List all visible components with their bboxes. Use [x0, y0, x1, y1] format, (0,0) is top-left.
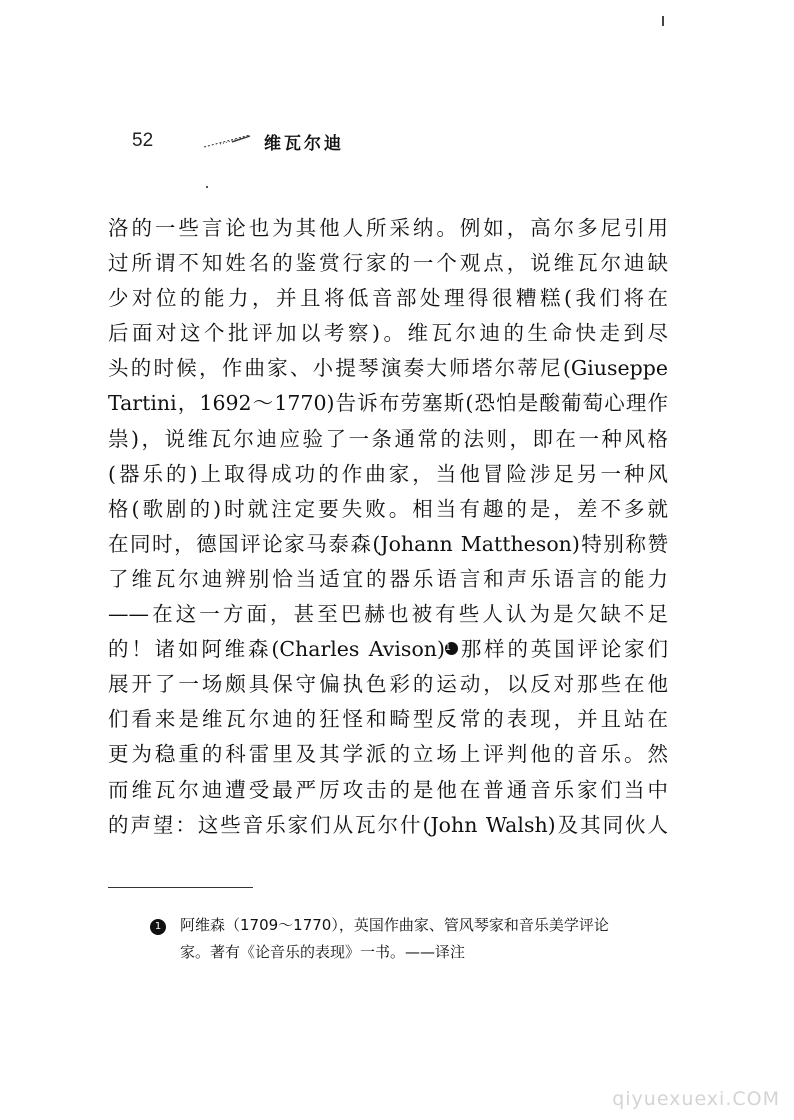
- text-line: 了维瓦尔迪辨别恰当适宜的器乐语言和声乐语言的能力: [108, 566, 668, 591]
- text-line: 少对位的能力，并且将低音部处理得很糟糕(我们将在: [108, 286, 668, 311]
- text-line-with-footnote: [108, 632, 668, 667]
- corner-tick-mark: [662, 16, 664, 26]
- print-speck: [206, 186, 208, 188]
- text-line: 更为稳重的科雷里及其学派的立场上评判他的音乐。然: [108, 742, 668, 767]
- text-line: 格(歌剧的)时就注定要失败。相当有趣的是，差不多就: [108, 496, 668, 521]
- page-number: 52: [132, 130, 154, 151]
- footnote-line: [150, 912, 670, 939]
- text-line: 的声望：这些音乐家们从瓦尔什(John Walsh)及其同伙人: [108, 812, 668, 837]
- text-segment: 的！诸如阿维森(Charles Avison): [108, 637, 445, 662]
- footnote: [150, 912, 670, 966]
- text-line: Tartini，1692～1770)告诉布劳塞斯(恐怕是酸葡萄心理作: [108, 391, 668, 416]
- quill-ornament-icon: [202, 133, 252, 149]
- text-line: 后面对这个批评加以考察)。维瓦尔迪的生命快走到尽: [108, 321, 668, 346]
- text-line: 在同时，德国评论家马泰森(Johann Mattheson)特别称赞: [108, 531, 668, 556]
- text-line: 而维瓦尔迪遭受最严厉攻击的是他在普通音乐家们当中: [108, 777, 668, 802]
- text-line: 洛的一些言论也为其他人所采纳。例如，高尔多尼引用: [108, 216, 668, 240]
- text-line: 头的时候，作曲家、小提琴演奏大师塔尔蒂尼(Giuseppe: [108, 356, 668, 381]
- footnote-reference[interactable]: 1: [445, 642, 458, 655]
- footnote-divider: [108, 887, 253, 888]
- page-header: [132, 126, 344, 156]
- text-line: 祟)，说维瓦尔迪应验了一条通常的法则，即在一种风格: [108, 426, 668, 451]
- running-title: 维瓦尔迪: [264, 133, 344, 154]
- text-segment: 那样的英国评论家们: [457, 637, 668, 662]
- site-watermark: qiyuexuexi.COM: [612, 1088, 780, 1110]
- text-line: 们看来是维瓦尔迪的狂怪和畸型反常的表现，并且站在: [108, 707, 668, 732]
- text-line: ——在这一方面，甚至巴赫也被有些人认为是欠缺不足: [108, 602, 668, 627]
- text-line: 过所谓不知姓名的鉴赏行家的一个观点，说维瓦尔迪缺: [108, 251, 668, 276]
- text-line: 展开了一场颇具保守偏执色彩的运动，以反对那些在他: [108, 672, 668, 697]
- footnote-text: 阿维森（1709～1770），英国作曲家、管风琴家和音乐美学评论: [180, 916, 609, 934]
- body-text: [108, 211, 668, 843]
- footnote-line: 家。著有《论音乐的表现》一书。——译注: [180, 943, 466, 961]
- footnote-marker: 1: [150, 919, 166, 935]
- text-line: (器乐的)上取得成功的作曲家，当他冒险涉足另一种风: [108, 461, 668, 486]
